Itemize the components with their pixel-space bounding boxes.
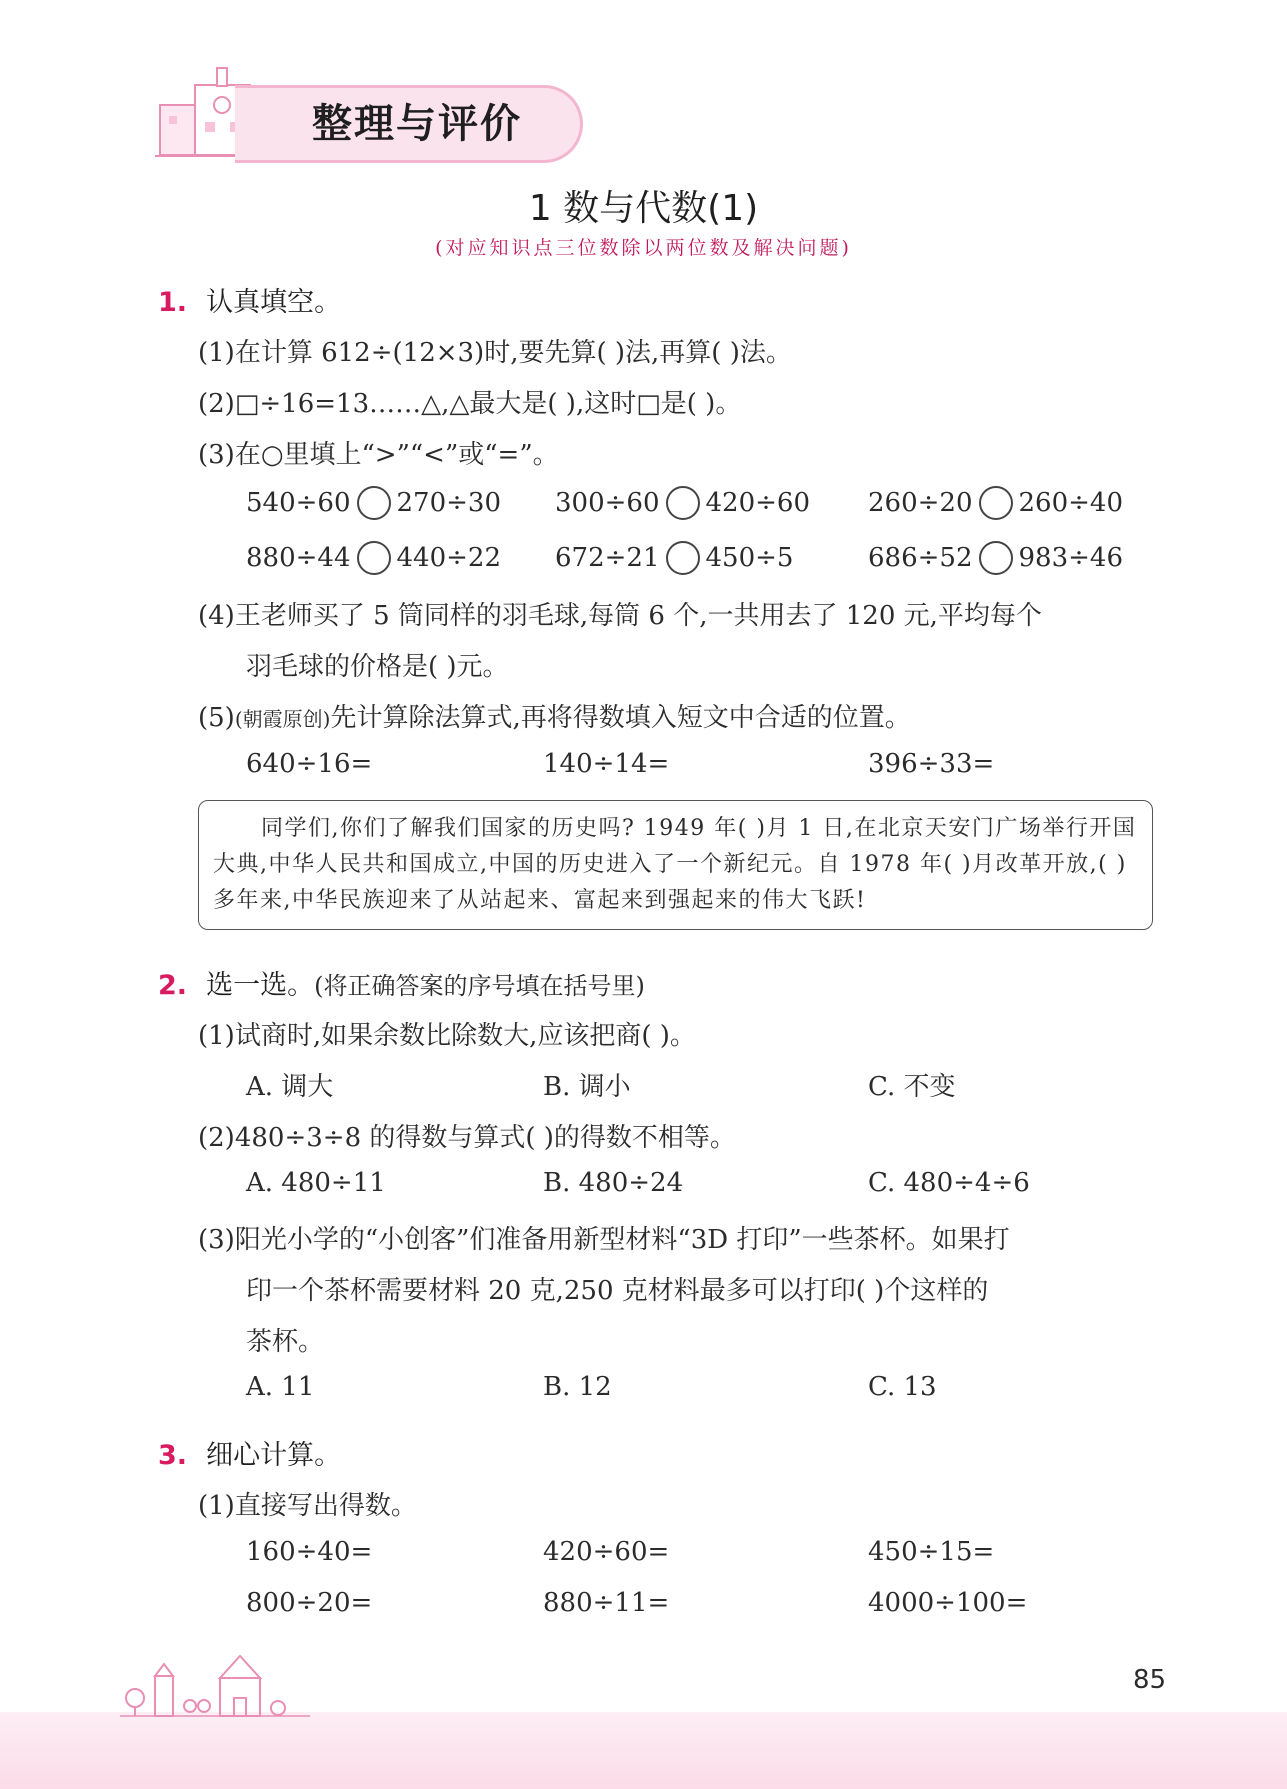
- compare-item: [246, 486, 501, 520]
- q1-part-4-line-1: (4)王老师买了 5 筒同样的羽毛球,每筒 6 个,一共用去了 120 元,平均每个: [198, 601, 1042, 631]
- equation: 880÷11=: [543, 1588, 670, 1618]
- compare-right: 450÷5: [705, 543, 794, 573]
- question-title: 选一选。: [206, 970, 315, 1001]
- q1-part-5: [198, 697, 911, 734]
- option[interactable]: A. 调大: [246, 1072, 334, 1102]
- q2-part-2: (2)480÷3÷8 的得数与算式( )的得数不相等。: [198, 1123, 736, 1153]
- compare-circle[interactable]: [666, 541, 700, 575]
- option[interactable]: C. 不变: [868, 1072, 956, 1102]
- option[interactable]: C. 13: [868, 1372, 937, 1402]
- equation: 396÷33=: [868, 749, 995, 779]
- compare-circle[interactable]: [357, 541, 391, 575]
- question-number: 3.: [158, 1440, 188, 1471]
- compare-left: 880÷44: [246, 543, 351, 573]
- part-text: 先计算除法算式,再将得数填入短文中合适的位置。: [330, 703, 911, 733]
- question-number: 1.: [158, 287, 188, 318]
- original-tag: (朝霞原创): [234, 707, 331, 731]
- history-passage: [198, 800, 1153, 930]
- compare-right: 983÷46: [1018, 543, 1123, 573]
- equation: 140÷14=: [543, 749, 670, 779]
- town-illustration: [120, 1648, 310, 1718]
- compare-circle[interactable]: [979, 486, 1013, 520]
- q2-part-3-line-2: 印一个茶杯需要材料 20 克,250 克材料最多可以打印( )个这样的: [246, 1276, 989, 1306]
- equation: 640÷16=: [246, 749, 373, 779]
- option[interactable]: B. 12: [543, 1372, 612, 1402]
- q2-part-3-line-1: (3)阳光小学的“小创客”们准备用新型材料“3D 打印”一些茶杯。如果打: [198, 1225, 1010, 1255]
- q2-part-3-line-3: 茶杯。: [246, 1327, 325, 1357]
- option[interactable]: B. 480÷24: [543, 1168, 684, 1198]
- compare-item: [868, 486, 1123, 520]
- passage-text: 同学们,你们了解我们国家的历史吗? 1949 年( )月 1 日,在北京天安门广场举行开国大典,中华人民共和国成立,中国的历史进入了一个新纪元。自 1978 年( )月改革开放,( )多年来,中华民族迎来了从站起来、富起来到强起来的伟大飞跃!: [213, 816, 1137, 913]
- question-title: 细心计算。: [206, 1440, 342, 1471]
- q1-part-3: (3)在○里填上“>”“<”或“=”。: [198, 440, 559, 470]
- page-number: 85: [1133, 1665, 1167, 1695]
- compare-circle[interactable]: [979, 541, 1013, 575]
- q3-part-1: (1)直接写出得数。: [198, 1491, 417, 1521]
- compare-item: [246, 541, 501, 575]
- compare-right: 270÷30: [396, 488, 501, 518]
- equation: 450÷15=: [868, 1537, 995, 1567]
- compare-left: 540÷60: [246, 488, 351, 518]
- compare-right: 420÷60: [705, 488, 810, 518]
- footer-band: [0, 1712, 1287, 1789]
- q1-part-4-line-2: 羽毛球的价格是( )元。: [246, 652, 509, 682]
- part-number: (5): [198, 703, 235, 733]
- compare-circle[interactable]: [666, 486, 700, 520]
- unit-subtitle: (对应知识点三位数除以两位数及解决问题): [435, 237, 852, 259]
- compare-left: 686÷52: [868, 543, 973, 573]
- option[interactable]: A. 11: [246, 1372, 315, 1402]
- question-hint: (将正确答案的序号填在括号里): [314, 972, 645, 1000]
- option[interactable]: A. 480÷11: [246, 1168, 386, 1198]
- compare-left: 260÷20: [868, 488, 973, 518]
- equation: 160÷40=: [246, 1537, 373, 1567]
- equation: 420÷60=: [543, 1537, 670, 1567]
- question-2-header: [158, 963, 645, 1002]
- option[interactable]: B. 调小: [543, 1072, 631, 1102]
- question-number: 2.: [158, 970, 188, 1001]
- q1-part-1: (1)在计算 612÷(12×3)时,要先算( )法,再算( )法。: [198, 338, 792, 368]
- compare-right: 260÷40: [1018, 488, 1123, 518]
- section-title: 整理与评价: [312, 101, 522, 147]
- compare-right: 440÷22: [396, 543, 501, 573]
- option[interactable]: C. 480÷4÷6: [868, 1168, 1030, 1198]
- compare-item: [555, 486, 810, 520]
- compare-left: 300÷60: [555, 488, 660, 518]
- question-3-header: [158, 1433, 341, 1472]
- compare-item: [868, 541, 1123, 575]
- q1-part-2: (2)□÷16=13……△,△最大是( ),这时□是( )。: [198, 389, 742, 419]
- compare-item: [555, 541, 793, 575]
- q2-part-1: (1)试商时,如果余数比除数大,应该把商( )。: [198, 1021, 696, 1051]
- question-title: 认真填空。: [206, 287, 342, 318]
- unit-title: 1 数与代数(1): [528, 188, 759, 229]
- compare-circle[interactable]: [357, 486, 391, 520]
- equation: 800÷20=: [246, 1588, 373, 1618]
- compare-left: 672÷21: [555, 543, 660, 573]
- question-1-header: [158, 280, 341, 319]
- equation: 4000÷100=: [868, 1588, 1028, 1618]
